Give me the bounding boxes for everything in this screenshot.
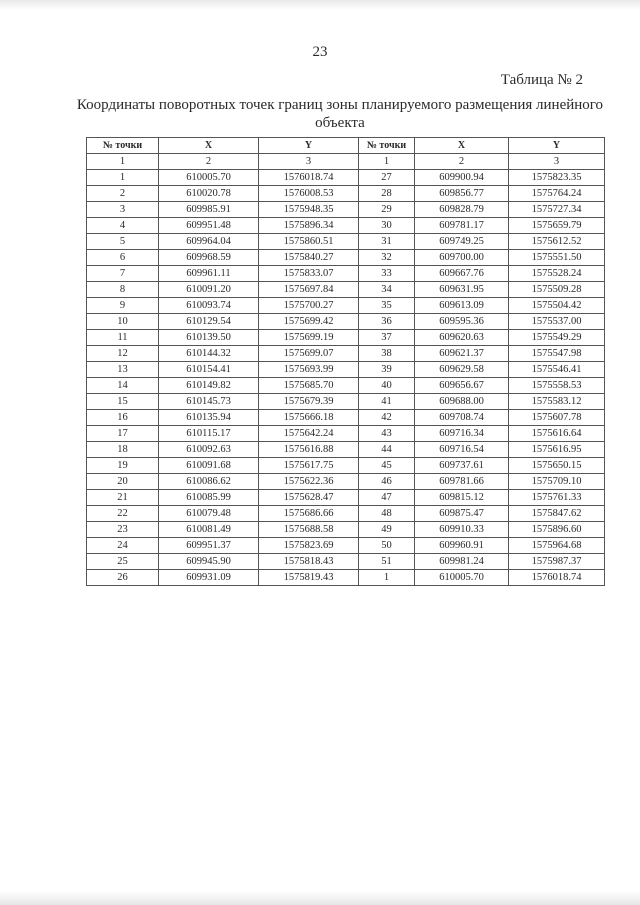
point-number-left: 1 bbox=[87, 170, 159, 186]
table-row bbox=[87, 234, 605, 250]
point-number-left: 20 bbox=[87, 474, 159, 490]
table-row bbox=[87, 410, 605, 426]
x-coordinate-left: 609951.37 bbox=[159, 538, 259, 554]
point-number-right: 28 bbox=[359, 186, 415, 202]
table-row bbox=[87, 570, 605, 586]
table-row bbox=[87, 474, 605, 490]
header-point-number-right: № точки bbox=[359, 138, 415, 154]
y-coordinate-left: 1575693.99 bbox=[259, 362, 359, 378]
y-coordinate-left: 1575628.47 bbox=[259, 490, 359, 506]
y-coordinate-right: 1575964.68 bbox=[509, 538, 605, 554]
x-coordinate-right: 609631.95 bbox=[415, 282, 509, 298]
point-number-left: 21 bbox=[87, 490, 159, 506]
point-number-right: 37 bbox=[359, 330, 415, 346]
y-coordinate-right: 1575616.64 bbox=[509, 426, 605, 442]
table-row bbox=[87, 538, 605, 554]
y-coordinate-left: 1575666.18 bbox=[259, 410, 359, 426]
point-number-left: 16 bbox=[87, 410, 159, 426]
table-row bbox=[87, 170, 605, 186]
y-coordinate-left: 1575860.51 bbox=[259, 234, 359, 250]
point-number-left: 11 bbox=[87, 330, 159, 346]
scan-edge-top bbox=[0, 0, 640, 10]
x-coordinate-right: 609910.33 bbox=[415, 522, 509, 538]
x-coordinate-right: 609856.77 bbox=[415, 186, 509, 202]
point-number-left: 14 bbox=[87, 378, 159, 394]
x-coordinate-left: 610092.63 bbox=[159, 442, 259, 458]
point-number-left: 13 bbox=[87, 362, 159, 378]
point-number-right: 43 bbox=[359, 426, 415, 442]
y-coordinate-right: 1575823.35 bbox=[509, 170, 605, 186]
table-row bbox=[87, 522, 605, 538]
x-coordinate-left: 610005.70 bbox=[159, 170, 259, 186]
x-coordinate-left: 609968.59 bbox=[159, 250, 259, 266]
y-coordinate-right: 1575547.98 bbox=[509, 346, 605, 362]
header-x-left: X bbox=[159, 138, 259, 154]
point-number-right: 1 bbox=[359, 570, 415, 586]
table-header-row bbox=[87, 138, 605, 154]
y-coordinate-left: 1575840.27 bbox=[259, 250, 359, 266]
y-coordinate-left: 1575685.70 bbox=[259, 378, 359, 394]
table-row bbox=[87, 554, 605, 570]
point-number-left: 12 bbox=[87, 346, 159, 362]
y-coordinate-right: 1575761.33 bbox=[509, 490, 605, 506]
point-number-left: 25 bbox=[87, 554, 159, 570]
x-coordinate-left: 609931.09 bbox=[159, 570, 259, 586]
point-number-left: 6 bbox=[87, 250, 159, 266]
table-row bbox=[87, 362, 605, 378]
point-number-right: 36 bbox=[359, 314, 415, 330]
table-row bbox=[87, 506, 605, 522]
y-coordinate-right: 1575709.10 bbox=[509, 474, 605, 490]
x-coordinate-left: 610144.32 bbox=[159, 346, 259, 362]
point-number-right: 41 bbox=[359, 394, 415, 410]
y-coordinate-left: 1575622.36 bbox=[259, 474, 359, 490]
point-number-right: 48 bbox=[359, 506, 415, 522]
y-coordinate-right: 1575764.24 bbox=[509, 186, 605, 202]
point-number-right: 30 bbox=[359, 218, 415, 234]
x-coordinate-right: 609700.00 bbox=[415, 250, 509, 266]
point-number-left: 22 bbox=[87, 506, 159, 522]
column-index: 3 bbox=[259, 154, 359, 170]
y-coordinate-left: 1575948.35 bbox=[259, 202, 359, 218]
table-row bbox=[87, 218, 605, 234]
x-coordinate-left: 609951.48 bbox=[159, 218, 259, 234]
y-coordinate-right: 1575528.24 bbox=[509, 266, 605, 282]
point-number-right: 51 bbox=[359, 554, 415, 570]
table-row bbox=[87, 298, 605, 314]
point-number-right: 45 bbox=[359, 458, 415, 474]
point-number-right: 44 bbox=[359, 442, 415, 458]
point-number-right: 34 bbox=[359, 282, 415, 298]
point-number-left: 5 bbox=[87, 234, 159, 250]
table-row bbox=[87, 202, 605, 218]
x-coordinate-right: 609621.37 bbox=[415, 346, 509, 362]
point-number-left: 18 bbox=[87, 442, 159, 458]
column-index: 1 bbox=[359, 154, 415, 170]
x-coordinate-right: 609749.25 bbox=[415, 234, 509, 250]
x-coordinate-left: 609945.90 bbox=[159, 554, 259, 570]
point-number-right: 31 bbox=[359, 234, 415, 250]
header-x-right: X bbox=[415, 138, 509, 154]
y-coordinate-left: 1575818.43 bbox=[259, 554, 359, 570]
table-row bbox=[87, 426, 605, 442]
point-number-right: 49 bbox=[359, 522, 415, 538]
x-coordinate-left: 610091.20 bbox=[159, 282, 259, 298]
y-coordinate-right: 1575612.52 bbox=[509, 234, 605, 250]
x-coordinate-right: 609960.91 bbox=[415, 538, 509, 554]
header-y-right: Y bbox=[509, 138, 605, 154]
y-coordinate-right: 1575546.41 bbox=[509, 362, 605, 378]
y-coordinate-right: 1575504.42 bbox=[509, 298, 605, 314]
y-coordinate-left: 1575896.34 bbox=[259, 218, 359, 234]
table-row bbox=[87, 330, 605, 346]
y-coordinate-left: 1575617.75 bbox=[259, 458, 359, 474]
header-y-left: Y bbox=[259, 138, 359, 154]
point-number-left: 2 bbox=[87, 186, 159, 202]
point-number-right: 33 bbox=[359, 266, 415, 282]
x-coordinate-left: 610079.48 bbox=[159, 506, 259, 522]
point-number-right: 38 bbox=[359, 346, 415, 362]
document-title: Координаты поворотных точек границ зоны планируемого размещения линейного объекта bbox=[76, 97, 604, 131]
y-coordinate-right: 1575549.29 bbox=[509, 330, 605, 346]
point-number-left: 17 bbox=[87, 426, 159, 442]
point-number-left: 23 bbox=[87, 522, 159, 538]
x-coordinate-right: 609620.63 bbox=[415, 330, 509, 346]
y-coordinate-left: 1575697.84 bbox=[259, 282, 359, 298]
y-coordinate-left: 1575699.19 bbox=[259, 330, 359, 346]
scan-edge-bottom bbox=[0, 891, 640, 905]
x-coordinate-left: 610149.82 bbox=[159, 378, 259, 394]
y-coordinate-left: 1576018.74 bbox=[259, 170, 359, 186]
y-coordinate-left: 1575833.07 bbox=[259, 266, 359, 282]
point-number-right: 47 bbox=[359, 490, 415, 506]
x-coordinate-left: 610135.94 bbox=[159, 410, 259, 426]
y-coordinate-right: 1575650.15 bbox=[509, 458, 605, 474]
x-coordinate-right: 609716.34 bbox=[415, 426, 509, 442]
x-coordinate-left: 610145.73 bbox=[159, 394, 259, 410]
column-index: 3 bbox=[509, 154, 605, 170]
y-coordinate-left: 1575686.66 bbox=[259, 506, 359, 522]
point-number-right: 35 bbox=[359, 298, 415, 314]
x-coordinate-right: 609815.12 bbox=[415, 490, 509, 506]
x-coordinate-right: 609688.00 bbox=[415, 394, 509, 410]
x-coordinate-right: 609716.54 bbox=[415, 442, 509, 458]
x-coordinate-right: 609629.58 bbox=[415, 362, 509, 378]
point-number-right: 42 bbox=[359, 410, 415, 426]
header-point-number-left: № точки bbox=[87, 138, 159, 154]
table-row bbox=[87, 458, 605, 474]
y-coordinate-right: 1575727.34 bbox=[509, 202, 605, 218]
y-coordinate-right: 1575987.37 bbox=[509, 554, 605, 570]
point-number-right: 40 bbox=[359, 378, 415, 394]
point-number-left: 26 bbox=[87, 570, 159, 586]
y-coordinate-left: 1575679.39 bbox=[259, 394, 359, 410]
point-number-left: 15 bbox=[87, 394, 159, 410]
x-coordinate-right: 609781.17 bbox=[415, 218, 509, 234]
x-coordinate-left: 610085.99 bbox=[159, 490, 259, 506]
y-coordinate-right: 1576018.74 bbox=[509, 570, 605, 586]
x-coordinate-left: 610081.49 bbox=[159, 522, 259, 538]
point-number-left: 10 bbox=[87, 314, 159, 330]
table-row bbox=[87, 442, 605, 458]
point-number-left: 8 bbox=[87, 282, 159, 298]
column-index: 1 bbox=[87, 154, 159, 170]
table-label: Таблица № 2 bbox=[500, 72, 583, 88]
y-coordinate-left: 1575616.88 bbox=[259, 442, 359, 458]
x-coordinate-left: 609964.04 bbox=[159, 234, 259, 250]
y-coordinate-right: 1575607.78 bbox=[509, 410, 605, 426]
point-number-left: 24 bbox=[87, 538, 159, 554]
table-column-index-row bbox=[87, 154, 605, 170]
x-coordinate-right: 609708.74 bbox=[415, 410, 509, 426]
table-row bbox=[87, 346, 605, 362]
y-coordinate-right: 1575616.95 bbox=[509, 442, 605, 458]
y-coordinate-right: 1575537.00 bbox=[509, 314, 605, 330]
column-index: 2 bbox=[159, 154, 259, 170]
y-coordinate-right: 1575896.60 bbox=[509, 522, 605, 538]
y-coordinate-left: 1576008.53 bbox=[259, 186, 359, 202]
point-number-right: 29 bbox=[359, 202, 415, 218]
y-coordinate-right: 1575659.79 bbox=[509, 218, 605, 234]
x-coordinate-left: 610139.50 bbox=[159, 330, 259, 346]
table-row bbox=[87, 378, 605, 394]
y-coordinate-right: 1575551.50 bbox=[509, 250, 605, 266]
y-coordinate-left: 1575699.42 bbox=[259, 314, 359, 330]
y-coordinate-right: 1575583.12 bbox=[509, 394, 605, 410]
table-body bbox=[87, 170, 605, 586]
point-number-right: 27 bbox=[359, 170, 415, 186]
y-coordinate-left: 1575700.27 bbox=[259, 298, 359, 314]
point-number-right: 39 bbox=[359, 362, 415, 378]
column-index: 2 bbox=[415, 154, 509, 170]
x-coordinate-left: 610091.68 bbox=[159, 458, 259, 474]
table-row bbox=[87, 394, 605, 410]
x-coordinate-right: 609981.24 bbox=[415, 554, 509, 570]
x-coordinate-right: 609875.47 bbox=[415, 506, 509, 522]
point-number-right: 50 bbox=[359, 538, 415, 554]
table-row bbox=[87, 282, 605, 298]
coordinates-table bbox=[86, 137, 605, 586]
table-row bbox=[87, 314, 605, 330]
x-coordinate-right: 609781.66 bbox=[415, 474, 509, 490]
y-coordinate-left: 1575642.24 bbox=[259, 426, 359, 442]
y-coordinate-right: 1575558.53 bbox=[509, 378, 605, 394]
x-coordinate-right: 610005.70 bbox=[415, 570, 509, 586]
point-number-left: 4 bbox=[87, 218, 159, 234]
point-number-left: 9 bbox=[87, 298, 159, 314]
table-row bbox=[87, 490, 605, 506]
page-number: 23 bbox=[312, 44, 328, 60]
point-number-right: 46 bbox=[359, 474, 415, 490]
y-coordinate-left: 1575823.69 bbox=[259, 538, 359, 554]
x-coordinate-left: 610154.41 bbox=[159, 362, 259, 378]
x-coordinate-right: 609737.61 bbox=[415, 458, 509, 474]
point-number-left: 3 bbox=[87, 202, 159, 218]
point-number-left: 7 bbox=[87, 266, 159, 282]
table-row bbox=[87, 250, 605, 266]
x-coordinate-right: 609613.09 bbox=[415, 298, 509, 314]
x-coordinate-right: 609595.36 bbox=[415, 314, 509, 330]
table-row bbox=[87, 186, 605, 202]
x-coordinate-left: 609961.11 bbox=[159, 266, 259, 282]
x-coordinate-right: 609667.76 bbox=[415, 266, 509, 282]
y-coordinate-right: 1575847.62 bbox=[509, 506, 605, 522]
x-coordinate-left: 610115.17 bbox=[159, 426, 259, 442]
point-number-right: 32 bbox=[359, 250, 415, 266]
y-coordinate-left: 1575819.43 bbox=[259, 570, 359, 586]
x-coordinate-left: 609985.91 bbox=[159, 202, 259, 218]
x-coordinate-right: 609656.67 bbox=[415, 378, 509, 394]
point-number-left: 19 bbox=[87, 458, 159, 474]
x-coordinate-left: 610093.74 bbox=[159, 298, 259, 314]
x-coordinate-left: 610020.78 bbox=[159, 186, 259, 202]
x-coordinate-left: 610086.62 bbox=[159, 474, 259, 490]
y-coordinate-left: 1575699.07 bbox=[259, 346, 359, 362]
x-coordinate-right: 609828.79 bbox=[415, 202, 509, 218]
y-coordinate-left: 1575688.58 bbox=[259, 522, 359, 538]
table-row bbox=[87, 266, 605, 282]
x-coordinate-right: 609900.94 bbox=[415, 170, 509, 186]
x-coordinate-left: 610129.54 bbox=[159, 314, 259, 330]
y-coordinate-right: 1575509.28 bbox=[509, 282, 605, 298]
